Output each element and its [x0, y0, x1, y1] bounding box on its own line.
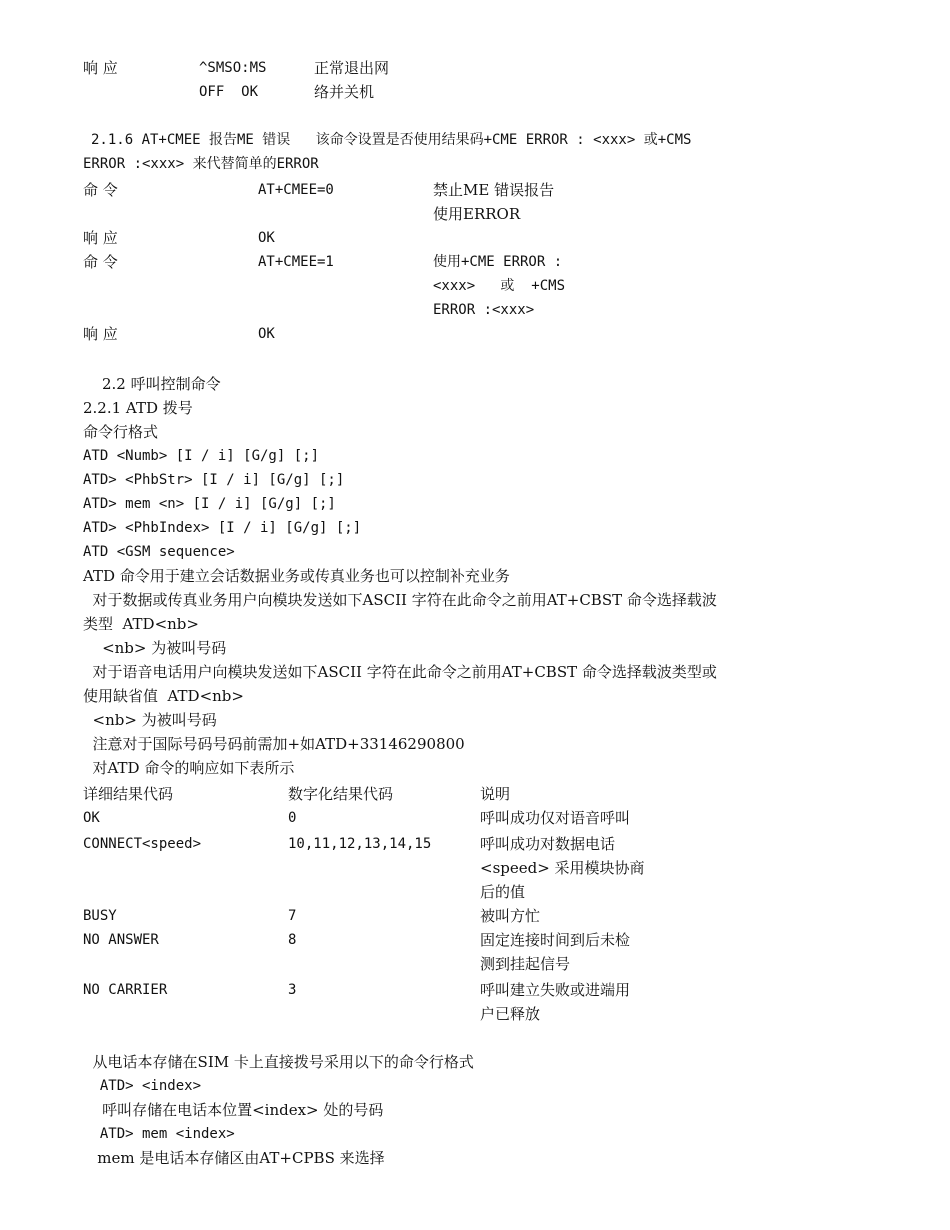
table-cell-desc: 测到挂起信号: [480, 955, 571, 973]
paragraph-line: 使用缺省值 ATD<nb>: [83, 687, 244, 705]
table-cell-desc: 户已释放: [480, 1005, 541, 1023]
table-header: 详细结果代码: [83, 785, 174, 803]
section-heading: 2.2 呼叫控制命令: [102, 375, 221, 393]
table-cell-code: NO CARRIER: [83, 982, 168, 998]
cmee-title-line1: 2.1.6 AT+CMEE 报告ME 错误 该命令设置是否使用结果码+CME ERROR : <xxx> 或+CMS: [91, 132, 692, 148]
table-cell-num: 0: [288, 810, 297, 826]
cmee-desc: 使用ERROR: [433, 205, 521, 223]
cmee-label: 响 应: [83, 325, 118, 343]
resp-desc-line2: 络并关机: [314, 83, 375, 101]
paragraph-line: 类型 ATD<nb>: [83, 615, 199, 633]
table-cell-num: 7: [288, 908, 297, 924]
resp-code-line2: OFF OK: [199, 84, 259, 100]
table-cell-desc: 被叫方忙: [480, 907, 541, 925]
cmee-code: AT+CMEE=1: [258, 254, 334, 270]
cmee-desc: 禁止ME 错误报告: [433, 181, 555, 199]
paragraph-line: 从电话本存储在SIM 卡上直接拨号采用以下的命令行格式: [83, 1053, 474, 1071]
cmee-label: 响 应: [83, 229, 118, 247]
table-cell-desc: 固定连接时间到后未检: [480, 931, 631, 949]
table-cell-code: NO ANSWER: [83, 932, 159, 948]
paragraph-line: ATD 命令用于建立会话数据业务或传真业务也可以控制补充业务: [83, 567, 510, 585]
format-line: ATD> mem <index>: [83, 1126, 235, 1142]
format-label: 命令行格式: [83, 423, 159, 441]
table-cell-code: CONNECT<speed>: [83, 836, 202, 852]
cmee-label: 命 令: [83, 181, 118, 199]
table-header: 说明: [480, 785, 511, 803]
format-line: ATD <Numb> [I / i] [G/g] [;]: [83, 448, 320, 464]
cmee-code: OK: [258, 230, 275, 246]
table-cell-code: BUSY: [83, 908, 117, 924]
paragraph-line: 注意对于国际号码号码前需加+如ATD+33146290800: [83, 735, 465, 753]
table-cell-num: 10,11,12,13,14,15: [288, 836, 432, 852]
paragraph-line: 对于数据或传真业务用户向模块发送如下ASCII 字符在此命令之前用AT+CBST 命令选择载波: [83, 591, 717, 609]
cmee-desc: 使用+CME ERROR :: [433, 254, 563, 270]
format-line: ATD <GSM sequence>: [83, 544, 235, 560]
paragraph-line: 对ATD 命令的响应如下表所示: [83, 759, 295, 777]
format-line: ATD> mem <n> [I / i] [G/g] [;]: [83, 496, 336, 512]
table-cell-desc: 后的值: [480, 883, 526, 901]
table-cell-num: 8: [288, 932, 297, 948]
table-cell-desc: 呼叫成功仅对语音呼叫: [480, 809, 631, 827]
cmee-code: OK: [258, 326, 275, 342]
table-header: 数字化结果代码: [288, 785, 394, 803]
cmee-code: AT+CMEE=0: [258, 182, 334, 198]
table-cell-desc: 呼叫建立失败或进端用: [480, 981, 631, 999]
table-cell-code: OK: [83, 810, 100, 826]
cmee-title-line2: ERROR :<xxx> 来代替简单的ERROR: [83, 156, 319, 172]
cmee-desc: <xxx> 或 +CMS: [433, 278, 566, 294]
table-cell-num: 3: [288, 982, 297, 998]
resp-code-line1: ^SMSO:MS: [199, 60, 267, 76]
format-line: ATD> <index>: [83, 1078, 202, 1094]
resp-label: 响 应: [83, 59, 118, 77]
paragraph-line: mem 是电话本存储区由AT+CPBS 来选择: [83, 1149, 385, 1167]
format-line: ATD> <PhbStr> [I / i] [G/g] [;]: [83, 472, 345, 488]
paragraph-line: 呼叫存储在电话本位置<index> 处的号码: [83, 1101, 384, 1119]
resp-desc-line1: 正常退出网: [314, 59, 390, 77]
paragraph-line: 对于语音电话用户向模块发送如下ASCII 字符在此命令之前用AT+CBST 命令选择载波类型或: [83, 663, 717, 681]
table-cell-desc: 呼叫成功对数据电话: [480, 835, 616, 853]
cmee-desc: ERROR :<xxx>: [433, 302, 535, 318]
format-line: ATD> <PhbIndex> [I / i] [G/g] [;]: [83, 520, 362, 536]
paragraph-line: <nb> 为被叫号码: [83, 639, 227, 657]
cmee-label: 命 令: [83, 253, 118, 271]
subsection-heading: 2.2.1 ATD 拨号: [83, 399, 193, 417]
paragraph-line: <nb> 为被叫号码: [83, 711, 217, 729]
table-cell-desc: <speed> 采用模块协商: [480, 859, 645, 877]
